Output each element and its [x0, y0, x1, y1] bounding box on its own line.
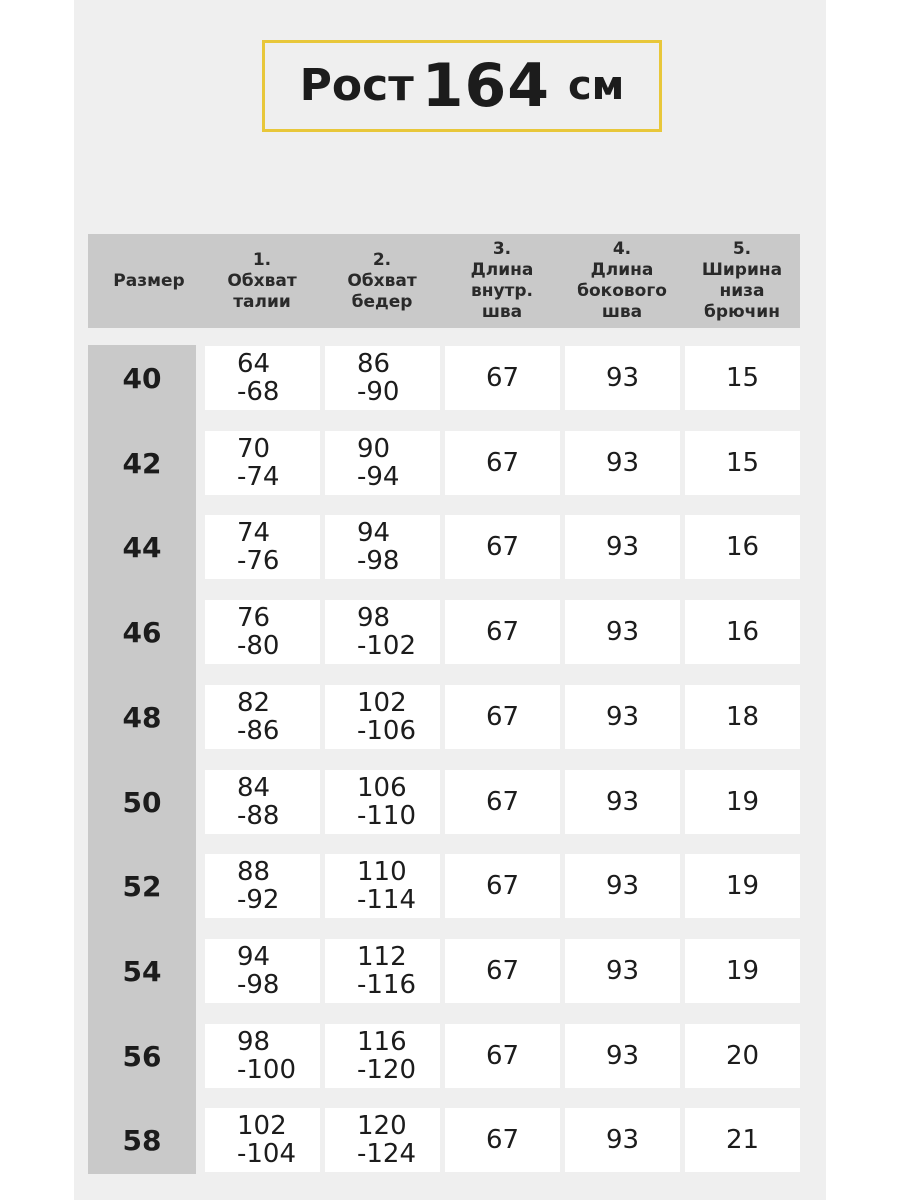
range-low: 86	[357, 349, 391, 379]
inseam-cell: 67	[445, 939, 560, 1003]
range-low: 90	[357, 434, 391, 464]
inseam-cell: 67	[445, 1108, 560, 1172]
range-high: -100	[237, 1055, 297, 1085]
range-low: 112	[357, 942, 407, 972]
range-low: 120	[357, 1111, 407, 1141]
hips-cell	[325, 1024, 440, 1088]
size-label: 46	[122, 615, 162, 649]
hips-cell	[325, 431, 440, 495]
hips-cell	[325, 854, 440, 918]
range-high: -102	[357, 631, 417, 661]
range-low: 64	[237, 349, 271, 379]
size-label: 44	[122, 530, 162, 564]
side-seam-cell: 93	[565, 939, 680, 1003]
inseam-cell: 67	[445, 600, 560, 664]
waist-cell	[205, 346, 320, 410]
side-seam-cell: 93	[565, 1108, 680, 1172]
waist-cell	[205, 1108, 320, 1172]
hem-width-cell: 21	[685, 1108, 800, 1172]
range-low: 94	[237, 942, 271, 972]
range-low: 70	[237, 434, 271, 464]
hem-width-cell: 19	[685, 939, 800, 1003]
size-label: 52	[122, 869, 162, 903]
title-unit: см	[567, 63, 625, 109]
range-low: 74	[237, 518, 271, 548]
header-col-inseam: 3. Длина внутр. шва	[470, 239, 534, 322]
hem-width-cell: 16	[685, 600, 800, 664]
range-low: 98	[237, 1027, 271, 1057]
range-high: -124	[357, 1139, 417, 1169]
range-high: -110	[357, 801, 417, 831]
hem-width-cell: 19	[685, 770, 800, 834]
range-high: -90	[357, 377, 400, 407]
range-low: 110	[357, 857, 407, 887]
side-seam-cell: 93	[565, 854, 680, 918]
range-high: -76	[237, 546, 280, 576]
waist-cell	[205, 770, 320, 834]
waist-cell	[205, 685, 320, 749]
inseam-cell: 67	[445, 1024, 560, 1088]
size-label: 48	[122, 700, 162, 734]
hem-width-cell: 19	[685, 854, 800, 918]
range-low: 102	[237, 1111, 287, 1141]
side-seam-cell: 93	[565, 515, 680, 579]
inseam-cell: 67	[445, 854, 560, 918]
header-col-hem-width: 5. Ширина низа брючин	[701, 239, 783, 322]
side-seam-cell: 93	[565, 685, 680, 749]
range-high: -116	[357, 970, 417, 1000]
height-title-box	[262, 40, 662, 132]
range-high: -80	[237, 631, 280, 661]
waist-cell	[205, 431, 320, 495]
size-label: 40	[122, 361, 162, 395]
hips-cell	[325, 939, 440, 1003]
inseam-cell: 67	[445, 346, 560, 410]
range-high: -114	[357, 885, 417, 915]
hips-cell	[325, 600, 440, 664]
range-high: -120	[357, 1055, 417, 1085]
range-low: 116	[357, 1027, 407, 1057]
inseam-cell: 67	[445, 515, 560, 579]
size-label: 56	[122, 1039, 162, 1073]
hips-cell	[325, 685, 440, 749]
range-high: -74	[237, 462, 280, 492]
side-seam-cell: 93	[565, 1024, 680, 1088]
range-high: -86	[237, 716, 280, 746]
range-low: 94	[357, 518, 391, 548]
waist-cell	[205, 515, 320, 579]
title-height-number: 164	[421, 51, 550, 121]
range-high: -104	[237, 1139, 297, 1169]
hem-width-cell: 18	[685, 685, 800, 749]
waist-cell	[205, 600, 320, 664]
side-seam-cell: 93	[565, 600, 680, 664]
size-label: 50	[122, 785, 162, 819]
range-low: 102	[357, 688, 407, 718]
range-high: -98	[357, 546, 400, 576]
side-seam-cell: 93	[565, 770, 680, 834]
range-low: 98	[357, 603, 391, 633]
title-word: Рост	[299, 60, 414, 111]
size-label: 42	[122, 446, 162, 480]
table-header	[88, 234, 800, 328]
size-label: 54	[122, 954, 162, 988]
range-high: -106	[357, 716, 417, 746]
hips-cell	[325, 770, 440, 834]
header-col-hips: 2. Обхват бедер	[347, 249, 417, 312]
hem-width-cell: 15	[685, 431, 800, 495]
hips-cell	[325, 515, 440, 579]
side-seam-cell: 93	[565, 431, 680, 495]
hem-width-cell: 16	[685, 515, 800, 579]
waist-cell	[205, 1024, 320, 1088]
hips-cell	[325, 1108, 440, 1172]
side-seam-cell: 93	[565, 346, 680, 410]
range-high: -94	[357, 462, 400, 492]
waist-cell	[205, 854, 320, 918]
range-low: 106	[357, 773, 407, 803]
range-high: -68	[237, 377, 280, 407]
header-size: Размер	[113, 270, 185, 291]
range-high: -98	[237, 970, 280, 1000]
size-column	[88, 345, 196, 1174]
inseam-cell: 67	[445, 431, 560, 495]
range-high: -88	[237, 801, 280, 831]
hem-width-cell: 15	[685, 346, 800, 410]
range-low: 76	[237, 603, 271, 633]
range-low: 88	[237, 857, 271, 887]
header-col-waist: 1. Обхват талии	[227, 249, 297, 312]
size-label: 58	[122, 1123, 162, 1157]
header-col-side-seam: 4. Длина бокового шва	[577, 239, 667, 322]
range-low: 84	[237, 773, 271, 803]
range-low: 82	[237, 688, 271, 718]
range-high: -92	[237, 885, 280, 915]
inseam-cell: 67	[445, 685, 560, 749]
hem-width-cell: 20	[685, 1024, 800, 1088]
inseam-cell: 67	[445, 770, 560, 834]
hips-cell	[325, 346, 440, 410]
waist-cell	[205, 939, 320, 1003]
